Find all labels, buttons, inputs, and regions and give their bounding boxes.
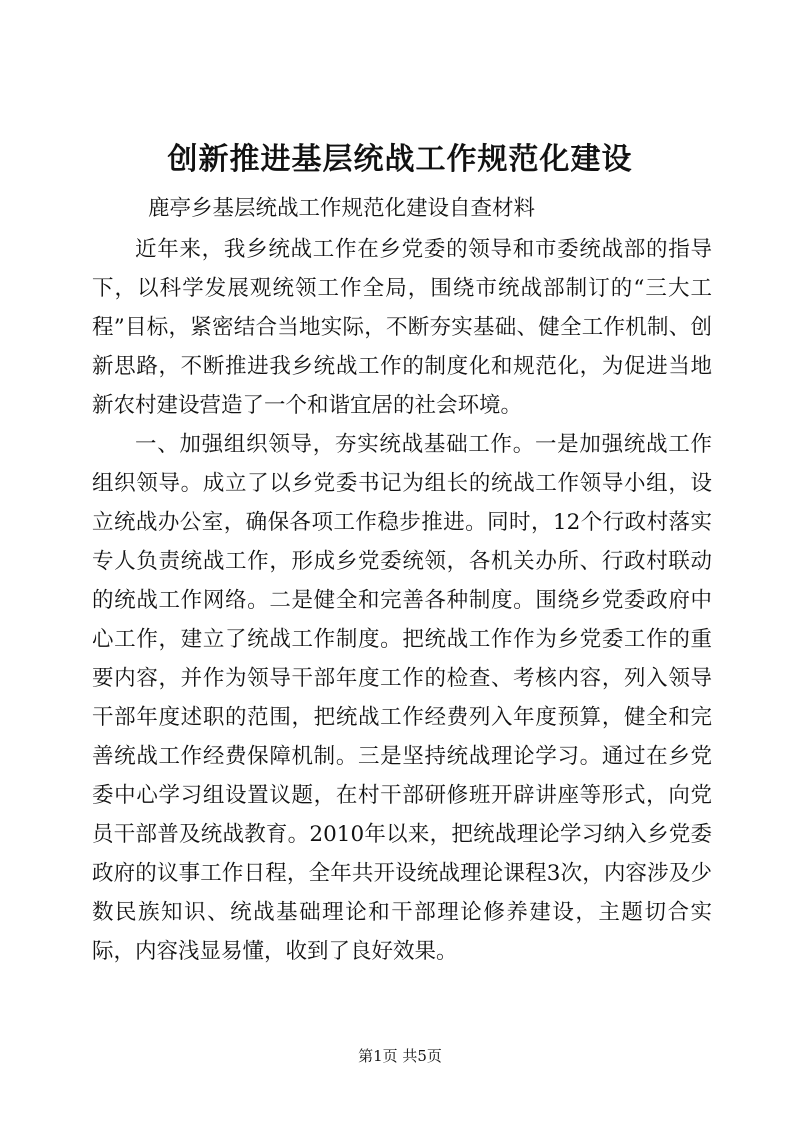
document-subtitle: 鹿亭乡基层统战工作规范化建设自查材料: [148, 196, 536, 221]
document-title: 创新推进基层统战工作规范化建设: [167, 142, 633, 177]
page-footer: 第1页 共5页: [358, 1047, 442, 1065]
paragraph: 近年来，我乡统战工作在乡党委的领导和市委统战部的指导下，以科学发展观统领工作全局，围绕市统战部制订的“三大工程”目标，紧密结合当地实际，不断夯实基础、健全工作机制、创新思路，不断推进我乡统战工作的制度化和规范化，为促进当地新农村建设营造了一个和谐宜居的社会环境。: [92, 237, 712, 418]
paragraph: 一、加强组织领导，夯实统战基础工作。一是加强统战工作组织领导。成立了以乡党委书记为组长的统战工作领导小组，设立统战办公室，确保各项工作稳步推进。同时，12个行政村落实专人负责统战工作，形成乡党委统领，各机关办所、行政村联动的统战工作网络。二是健全和完善各种制度。围绕乡党委政府中心工作，建立了统战工作制度。把统战工作作为乡党委工作的重要内容，并作为领导干部年度工作的检查、考核内容，列入领导干部年度述职的范围，把统战工作经费列入年度预算，健全和完善统战工作经费保障机制。三是坚持统战理论学习。通过在乡党委中心学习组设置议题，在村干部研修班开辟讲座等形式，向党员干部普及统战教育。2010年以来，把统战理论学习纳入乡党委政府的议事工作日程，全年共开设统战理论课程3次，内容涉及少数民族知识、统战基础理论和干部理论修养建设，主题切合实际，内容浅显易懂，收到了良好效果。: [92, 432, 712, 964]
document-body: [92, 230, 712, 971]
